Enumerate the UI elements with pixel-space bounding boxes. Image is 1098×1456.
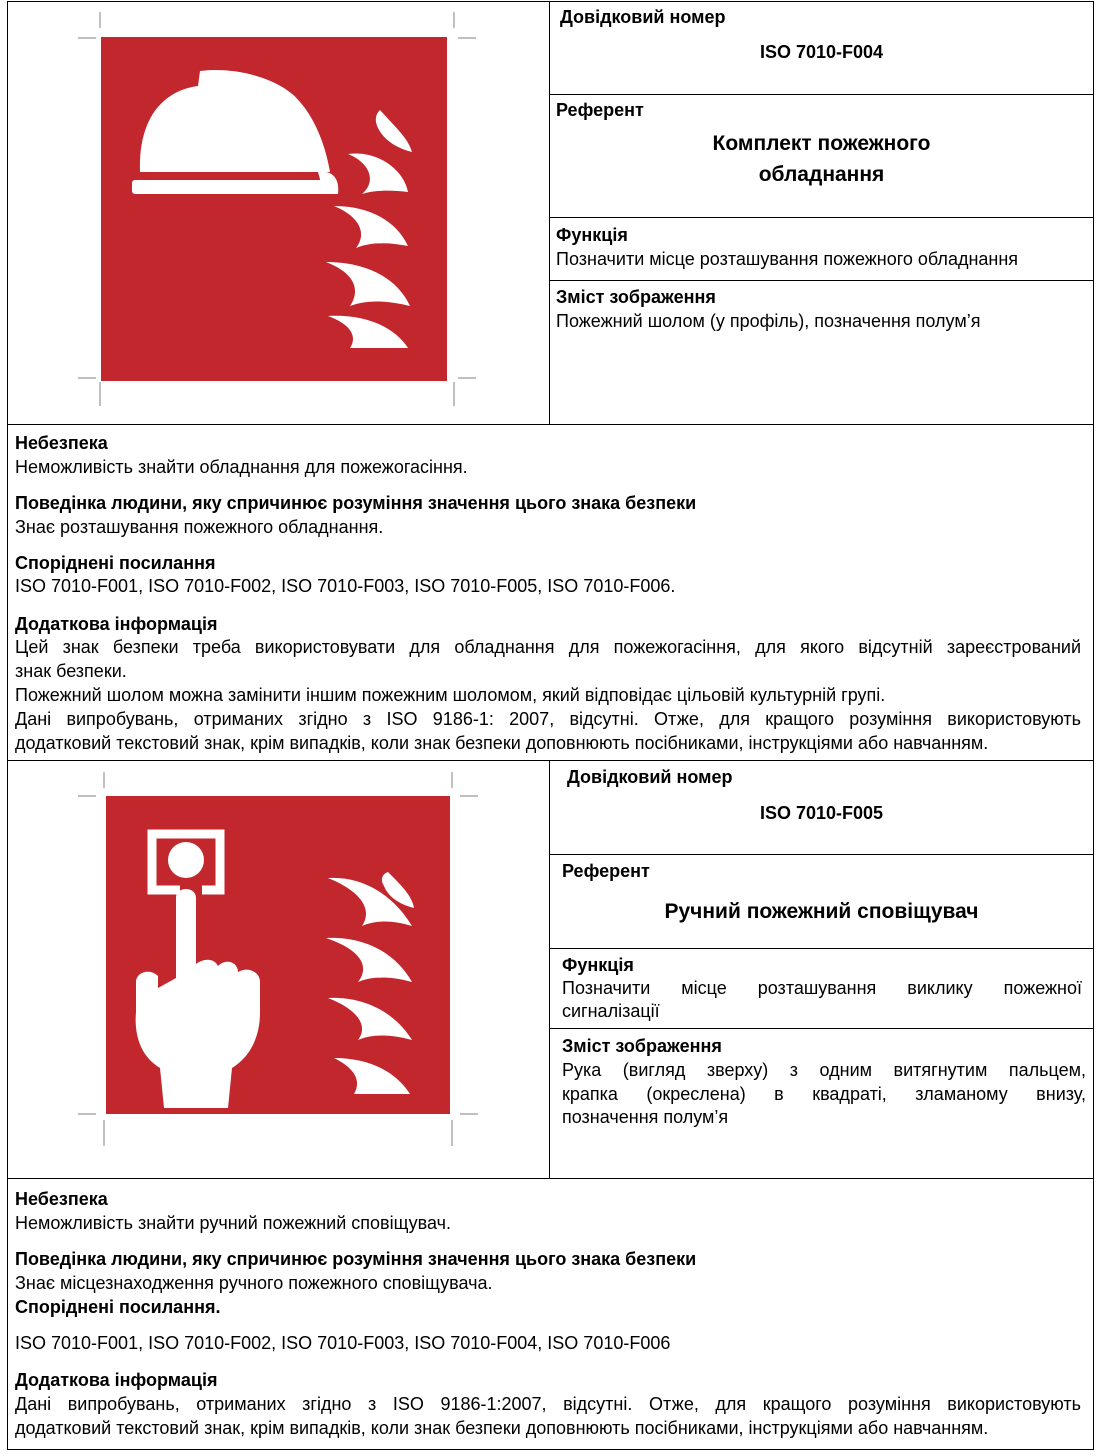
function-label: Функція xyxy=(556,225,628,245)
row-divider-entry2 xyxy=(7,760,1094,761)
fire-equipment-helmet-sign xyxy=(78,10,478,416)
table-border-bottom xyxy=(7,1449,1094,1450)
row-divider-referent-1 xyxy=(549,217,1094,218)
additional-info-line-1: Дані випробувань, отриманих згідно з ISO 9186-1:2007, відсутні. Отже, для кращого розуміння використовують xyxy=(15,1394,1081,1414)
table-border-right xyxy=(1093,1,1094,1450)
referent-value-line-2: обладнання xyxy=(758,163,885,186)
related-references-text: ISO 7010-F001, ISO 7010-F002, ISO 7010-F003, ISO 7010-F004, ISO 7010-F006 xyxy=(15,1333,671,1353)
table-border-left xyxy=(7,1,8,1450)
row-divider-ref-2 xyxy=(549,854,1094,855)
related-references-text: ISO 7010-F001, ISO 7010-F002, ISO 7010-F003, ISO 7010-F005, ISO 7010-F006. xyxy=(15,576,676,596)
hazard-label: Небезпека xyxy=(15,433,108,453)
behaviour-text: Знає місцезнаходження ручного пожежного сповіщувача. xyxy=(15,1273,493,1293)
image-content-label: Зміст зображення xyxy=(562,1036,722,1056)
row-divider-referent-2 xyxy=(549,948,1094,949)
ref-number-label: Довідковий номер xyxy=(560,7,726,27)
additional-info-line-1: Цей знак безпеки треба використовувати для обладнання для пожежогасіння, для якого відсутній зареєстрований xyxy=(15,637,1081,657)
row-divider-function-1 xyxy=(549,280,1094,281)
additional-info-line-3: Пожежний шолом можна замінити іншим пожежним шоломом, який відповідає цільовій культурній групі. xyxy=(15,685,886,705)
function-text: Позначити місце розташування пожежного обладнання xyxy=(556,249,1019,269)
referent-value-line-1: Комплект пожежного xyxy=(712,132,931,155)
referent-label: Референт xyxy=(562,861,650,881)
row-divider-entry2-details xyxy=(7,1178,1094,1179)
behaviour-label: Поведінка людини, яку спричинює розуміння значення цього знака безпеки xyxy=(15,1249,697,1269)
image-content-label: Зміст зображення xyxy=(556,287,716,307)
additional-info-label: Додаткова інформація xyxy=(15,1370,218,1390)
additional-info-line-2: знак безпеки. xyxy=(15,661,127,681)
row-divider-function-2 xyxy=(549,1028,1094,1029)
function-label: Функція xyxy=(562,955,634,975)
image-content-line-1: Рука (вигляд зверху) з одним витягнутим пальцем, xyxy=(562,1060,1086,1080)
ref-number-value: ISO 7010-F005 xyxy=(759,803,884,823)
fire-alarm-call-point-sign xyxy=(78,768,478,1174)
additional-info-label: Додаткова інформація xyxy=(15,614,218,634)
image-content-text: Пожежний шолом (у профіль), позначення полум’я xyxy=(556,311,981,331)
additional-info-line-4: Дані випробувань, отриманих згідно з ISO 9186-1: 2007, відсутні. Отже, для кращого розуміння використовують xyxy=(15,709,1081,729)
related-references-label: Споріднені посилання xyxy=(15,553,216,573)
additional-info-line-2: додатковий текстовий знак, крім випадків, коли знак безпеки доповнюють посібниками, інструкціями або навчанням. xyxy=(15,1418,989,1438)
related-references-label: Споріднені посилання. xyxy=(15,1297,221,1317)
hazard-text: Неможливість знайти ручний пожежний сповіщувач. xyxy=(15,1213,451,1233)
function-text-line-1: Позначити місце розташування виклику пожежної xyxy=(562,978,1082,998)
hazard-label: Небезпека xyxy=(15,1189,108,1209)
referent-label: Референт xyxy=(556,100,644,120)
behaviour-label: Поведінка людини, яку спричинює розуміння значення цього знака безпеки xyxy=(15,493,697,513)
image-content-line-3: позначення полум’я xyxy=(562,1107,729,1127)
hazard-text: Неможливість знайти обладнання для пожежогасіння. xyxy=(15,457,468,477)
ref-number-label: Довідковий номер xyxy=(567,767,733,787)
row-divider-ref-1 xyxy=(549,94,1094,95)
column-divider-1 xyxy=(549,1,550,424)
additional-info-line-5: додатковий текстовий знак, крім випадків, коли знак безпеки доповнюють посібниками, інструкціями або навчанням. xyxy=(15,733,989,753)
function-text-line-2: сигналізації xyxy=(562,1001,660,1021)
table-border-top xyxy=(7,1,1094,2)
row-divider-entry1-details xyxy=(7,424,1094,425)
image-content-line-2: крапка (окреслена) в квадраті, зламаному внизу, xyxy=(562,1084,1086,1104)
ref-number-value: ISO 7010-F004 xyxy=(759,42,884,62)
referent-value: Ручний пожежний сповіщувач xyxy=(664,900,979,923)
behaviour-text: Знає розташування пожежного обладнання. xyxy=(15,517,384,537)
